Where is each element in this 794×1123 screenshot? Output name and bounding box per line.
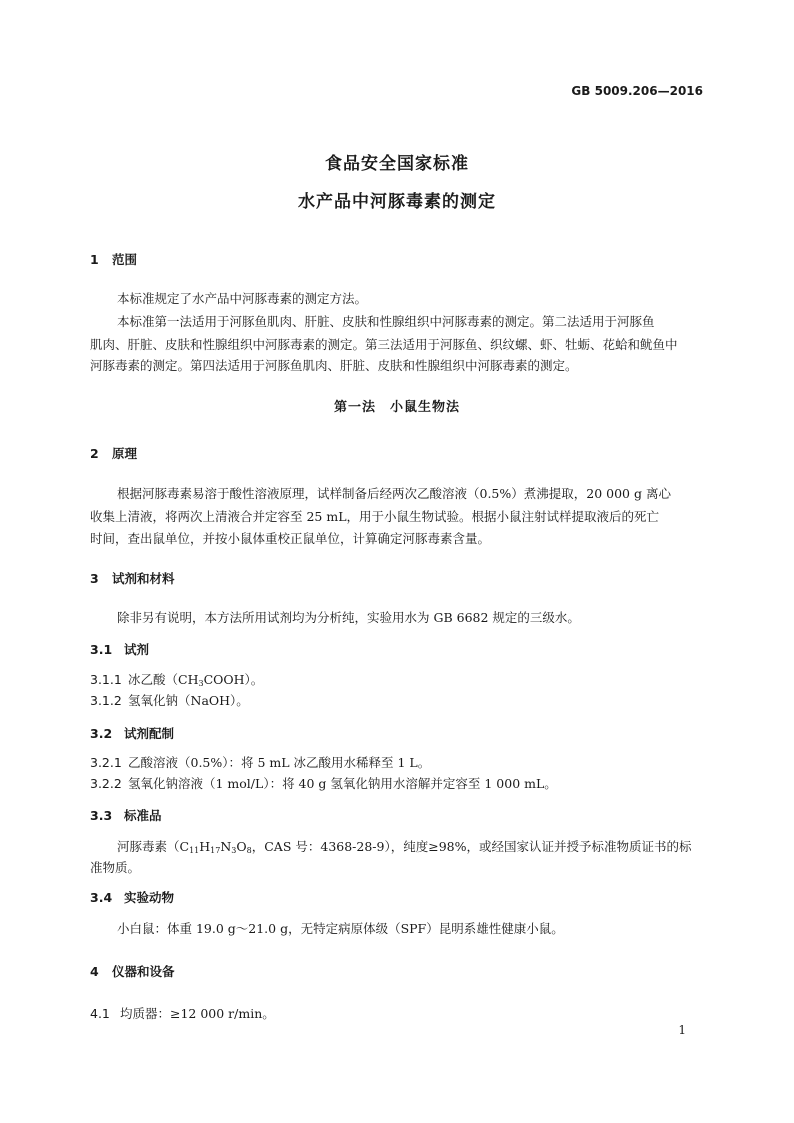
scope-paragraph-2-line-1: 本标准第一法适用于河豚鱼肌肉、肝脏、皮肤和性腺组织中河豚毒素的测定。第二法适用于河豚鱼 <box>117 314 655 329</box>
subsection-number: 3.3 <box>90 808 113 823</box>
section-number: 1 <box>90 252 99 267</box>
section-4-heading <box>90 962 175 980</box>
subsection-title: 标准品 <box>124 808 162 823</box>
title-line-2: 水产品中河豚毒素的测定 <box>298 192 496 212</box>
section-3-heading <box>90 569 175 587</box>
item-number: 3.2.2 <box>90 776 122 791</box>
method-1-heading: 第一法 小鼠生物法 <box>333 400 460 415</box>
section-title: 试剂和材料 <box>112 571 175 586</box>
subsection-title: 试剂配制 <box>124 726 175 741</box>
item-text: 乙酸溶液（0.5%）：将 5 mL 冰乙酸用水稀释至 1 L。 <box>128 755 431 770</box>
standard-material-line-1: 河豚毒素（$C_{11}H_{17}N_3O_8$，CAS 号：4368-28-9），纯度≥98%，或经国家认证并授予标准物质证书的标 <box>117 839 692 855</box>
subsection-3-1-heading <box>90 640 149 658</box>
section-number: 3 <box>90 571 99 586</box>
standard-code: GB 5009.206—2016 <box>571 84 703 98</box>
item-text: 氢氧化钠溶液（1 mol/L）：将 40 g 氢氧化钠用水溶解并定容至 1 000 mL。 <box>128 776 557 791</box>
section-2-heading <box>90 444 137 462</box>
item-4-1 <box>90 1004 275 1022</box>
page-number: 1 <box>678 1023 686 1037</box>
subsection-number: 3.4 <box>90 890 113 905</box>
subsection-title: 试剂 <box>124 642 150 657</box>
item-3-2-1 <box>90 753 430 771</box>
standard-material-line-2: 准物质。 <box>90 860 141 875</box>
principle-line-2: 收集上清液，将两次上清液合并定容至 25 mL，用于小鼠生物试验。根据小鼠注射试样提取液后的死亡 <box>90 509 660 524</box>
section-number: 4 <box>90 964 99 979</box>
subsection-number: 3.1 <box>90 642 113 657</box>
item-3-1-2 <box>90 691 249 709</box>
lab-animal-text: 小白鼠：体重 19.0 g～21.0 g，无特定病原体级（SPF）昆明系雄性健康小鼠。 <box>117 921 564 936</box>
item-number: 3.1.1 <box>90 672 122 687</box>
section-number: 2 <box>90 446 99 461</box>
principle-line-3: 时间，查出鼠单位，并按小鼠体重校正鼠单位，计算确定河豚毒素含量。 <box>90 531 491 546</box>
section-title: 范围 <box>112 252 138 267</box>
item-text: 氢氧化钠（NaOH）。 <box>128 693 249 708</box>
section-title: 仪器和设备 <box>112 964 175 979</box>
subsection-number: 3.2 <box>90 726 113 741</box>
principle-line-1: 根据河豚毒素易溶于酸性溶液原理，试样制备后经两次乙酸溶液（0.5%）煮沸提取，20 000 g 离心 <box>117 486 671 501</box>
section-1-heading <box>90 250 137 268</box>
subsection-3-3-heading <box>90 806 162 824</box>
item-text: 冰乙酸$(CH_3COOH)$。 <box>128 672 264 688</box>
item-number: 4.1 <box>90 1006 110 1021</box>
section-title: 原理 <box>112 446 138 461</box>
item-number: 3.1.2 <box>90 693 122 708</box>
item-number: 3.2.1 <box>90 755 122 770</box>
item-text: 均质器：≥12 000 r/min。 <box>120 1006 275 1021</box>
scope-paragraph-2-line-2: 肌肉、肝脏、皮肤和性腺组织中河豚毒素的测定。第三法适用于河豚鱼、织纹螺、虾、牡蛎、花蛤和鱿鱼中 <box>90 337 678 352</box>
subsection-3-2-heading <box>90 724 174 742</box>
scope-paragraph-1: 本标准规定了水产品中河豚毒素的测定方法。 <box>117 291 368 306</box>
scope-paragraph-2-line-3: 河豚毒素的测定。第四法适用于河豚鱼肌肉、肝脏、皮肤和性腺组织中河豚毒素的测定。 <box>90 358 578 373</box>
subsection-title: 实验动物 <box>124 890 175 905</box>
item-3-2-2 <box>90 774 557 792</box>
title-line-1: 食品安全国家标准 <box>325 154 469 174</box>
item-3-1-1 <box>90 670 263 688</box>
subsection-3-4-heading <box>90 888 174 906</box>
reagents-intro: 除非另有说明，本方法所用试剂均为分析纯，实验用水为 GB 6682 规定的三级水。 <box>117 610 580 625</box>
